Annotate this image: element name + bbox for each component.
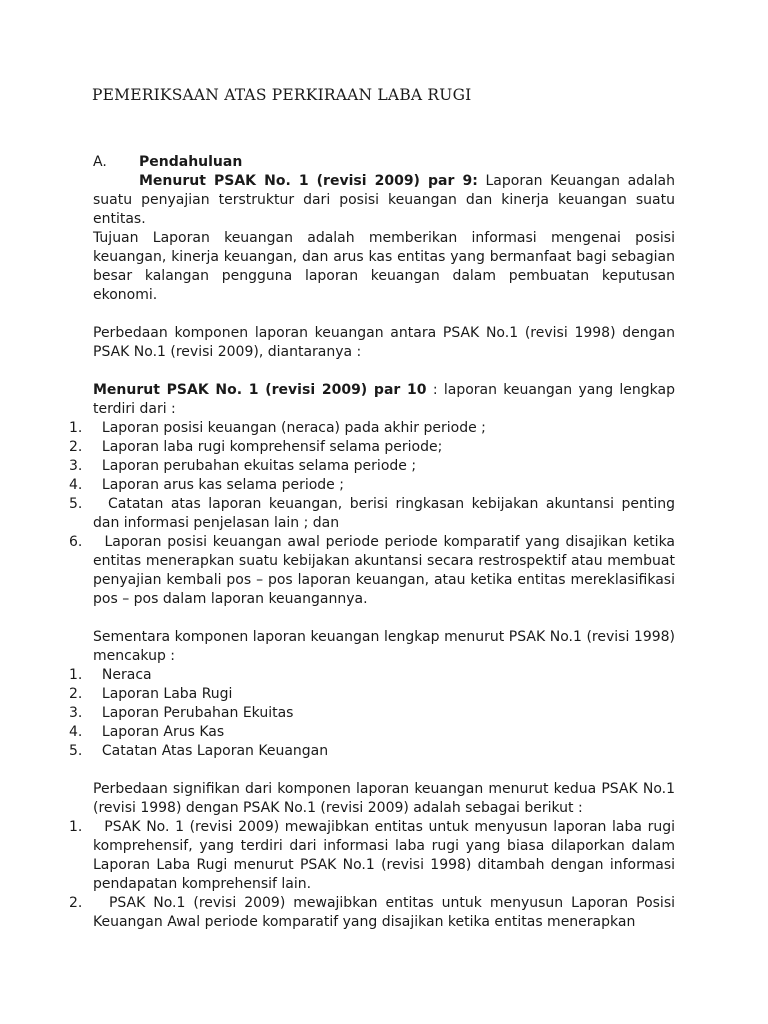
list-text: Laporan arus kas selama periode ; <box>101 477 344 493</box>
list-number: 3. <box>69 458 83 474</box>
list-number: 1. <box>69 819 83 835</box>
list-item <box>69 438 675 457</box>
list-text: Laporan Perubahan Ekuitas <box>101 705 294 721</box>
list-number: 1. <box>69 667 83 683</box>
list-item <box>69 476 675 495</box>
list-item <box>69 742 675 761</box>
section-letter: A. <box>93 154 107 170</box>
list-item <box>69 894 676 932</box>
list-text: Laporan laba rugi komprehensif selama periode; <box>101 439 443 455</box>
list-number: 6. <box>69 534 83 550</box>
list-number: 2. <box>69 439 83 455</box>
list-number: 2. <box>69 686 83 702</box>
paragraph-differences-intro: Perbedaan komponen laporan keuangan antara PSAK No.1 (revisi 1998) dengan PSAK No.1 (revisi 2009), diantaranya : <box>93 325 675 360</box>
list-number: 5. <box>69 496 83 512</box>
paragraph-components-2009 <box>93 381 675 419</box>
list-text: Laporan posisi keuangan (neraca) pada akhir periode ; <box>101 420 486 436</box>
paragraph-components-2009-text: : laporan keuangan yang lengkap terdiri dari : <box>93 382 675 417</box>
list-text: Neraca <box>101 667 152 683</box>
list-item <box>69 666 675 685</box>
list-text: Catatan Atas Laporan Keuangan <box>101 743 329 759</box>
list-text: PSAK No.1 (revisi 2009) mewajibkan entitas untuk menyusun Laporan Posisi Keuangan Awal periode komparatif yang disajikan ketika entitas menerapkan <box>93 895 676 930</box>
list-item <box>69 495 675 533</box>
paragraph-purpose: Tujuan Laporan keuangan adalah memberikan informasi mengenai posisi keuangan, kinerja keuangan, dan arus kas entitas yang bermanfaat bagi sebagian besar kalangan pengguna laporan keuangan dalam pembuatan keputusan ekonomi. <box>93 230 675 303</box>
list-text: PSAK No. 1 (revisi 2009) mewajibkan entitas untuk menyusun laporan laba rugi komprehensif, yang terdiri dari informasi laba rugi yang biasa dilaporkan dalam Laporan Laba Rugi menurut PSAK No.1 (revisi 1998) ditambah dengan informasi pendapatan komprehensif lain. <box>93 819 676 892</box>
list-text: Laporan perubahan ekuitas selama periode ; <box>101 458 417 474</box>
spacer <box>93 761 675 780</box>
document-body <box>69 153 676 932</box>
spacer <box>93 609 675 628</box>
document-title: PEMERIKSAAN ATAS PERKIRAAN LABA RUGI <box>92 86 472 104</box>
list-item <box>69 533 676 609</box>
list-item <box>69 685 675 704</box>
list-number: 4. <box>69 477 83 493</box>
list-components-2009 <box>69 419 676 609</box>
list-item <box>69 457 675 476</box>
list-significant-differences <box>69 818 676 932</box>
paragraph-components-2009-lead: Menurut PSAK No. 1 (revisi 2009) par 10 <box>93 382 427 398</box>
list-text: Catatan atas laporan keuangan, berisi ringkasan kebijakan akuntansi penting dan informasi penjelasan lain ; dan <box>93 496 675 531</box>
paragraph-definition-text: Laporan Keuangan adalah suatu penyajian terstruktur dari posisi keuangan dan kinerja keuangan suatu entitas. <box>93 173 675 227</box>
paragraph-components-1998: Sementara komponen laporan keuangan lengkap menurut PSAK No.1 (revisi 1998) mencakup : <box>93 629 675 664</box>
spacer <box>93 305 675 324</box>
list-item <box>69 818 676 894</box>
paragraph-definition <box>93 172 675 229</box>
section-title: Pendahuluan <box>139 154 243 170</box>
list-text: Laporan Arus Kas <box>101 724 225 740</box>
list-item <box>69 419 675 438</box>
list-number: 1. <box>69 420 83 436</box>
list-text: Laporan posisi keuangan awal periode periode komparatif yang disajikan ketika entitas menerapkan suatu kebijakan akuntansi secara restrospektif atau membuat penyajian kembali pos – pos laporan keuangan, atau ketika entitas mereklasifikasi pos – pos dalam laporan keuangannya. <box>93 534 676 607</box>
list-text: Laporan Laba Rugi <box>101 686 233 702</box>
list-item <box>69 704 675 723</box>
paragraph-significant-differences: Perbedaan signifikan dari komponen laporan keuangan menurut kedua PSAK No.1 (revisi 1998) dengan PSAK No.1 (revisi 2009) adalah sebagai berikut : <box>93 781 675 816</box>
list-number: 3. <box>69 705 83 721</box>
list-number: 4. <box>69 724 83 740</box>
list-number: 5. <box>69 743 83 759</box>
list-components-1998 <box>69 666 675 761</box>
section-heading <box>93 153 675 172</box>
paragraph-definition-lead: Menurut PSAK No. 1 (revisi 2009) par 9: <box>139 173 478 189</box>
list-item <box>69 723 675 742</box>
spacer <box>93 362 675 381</box>
list-number: 2. <box>69 895 83 911</box>
